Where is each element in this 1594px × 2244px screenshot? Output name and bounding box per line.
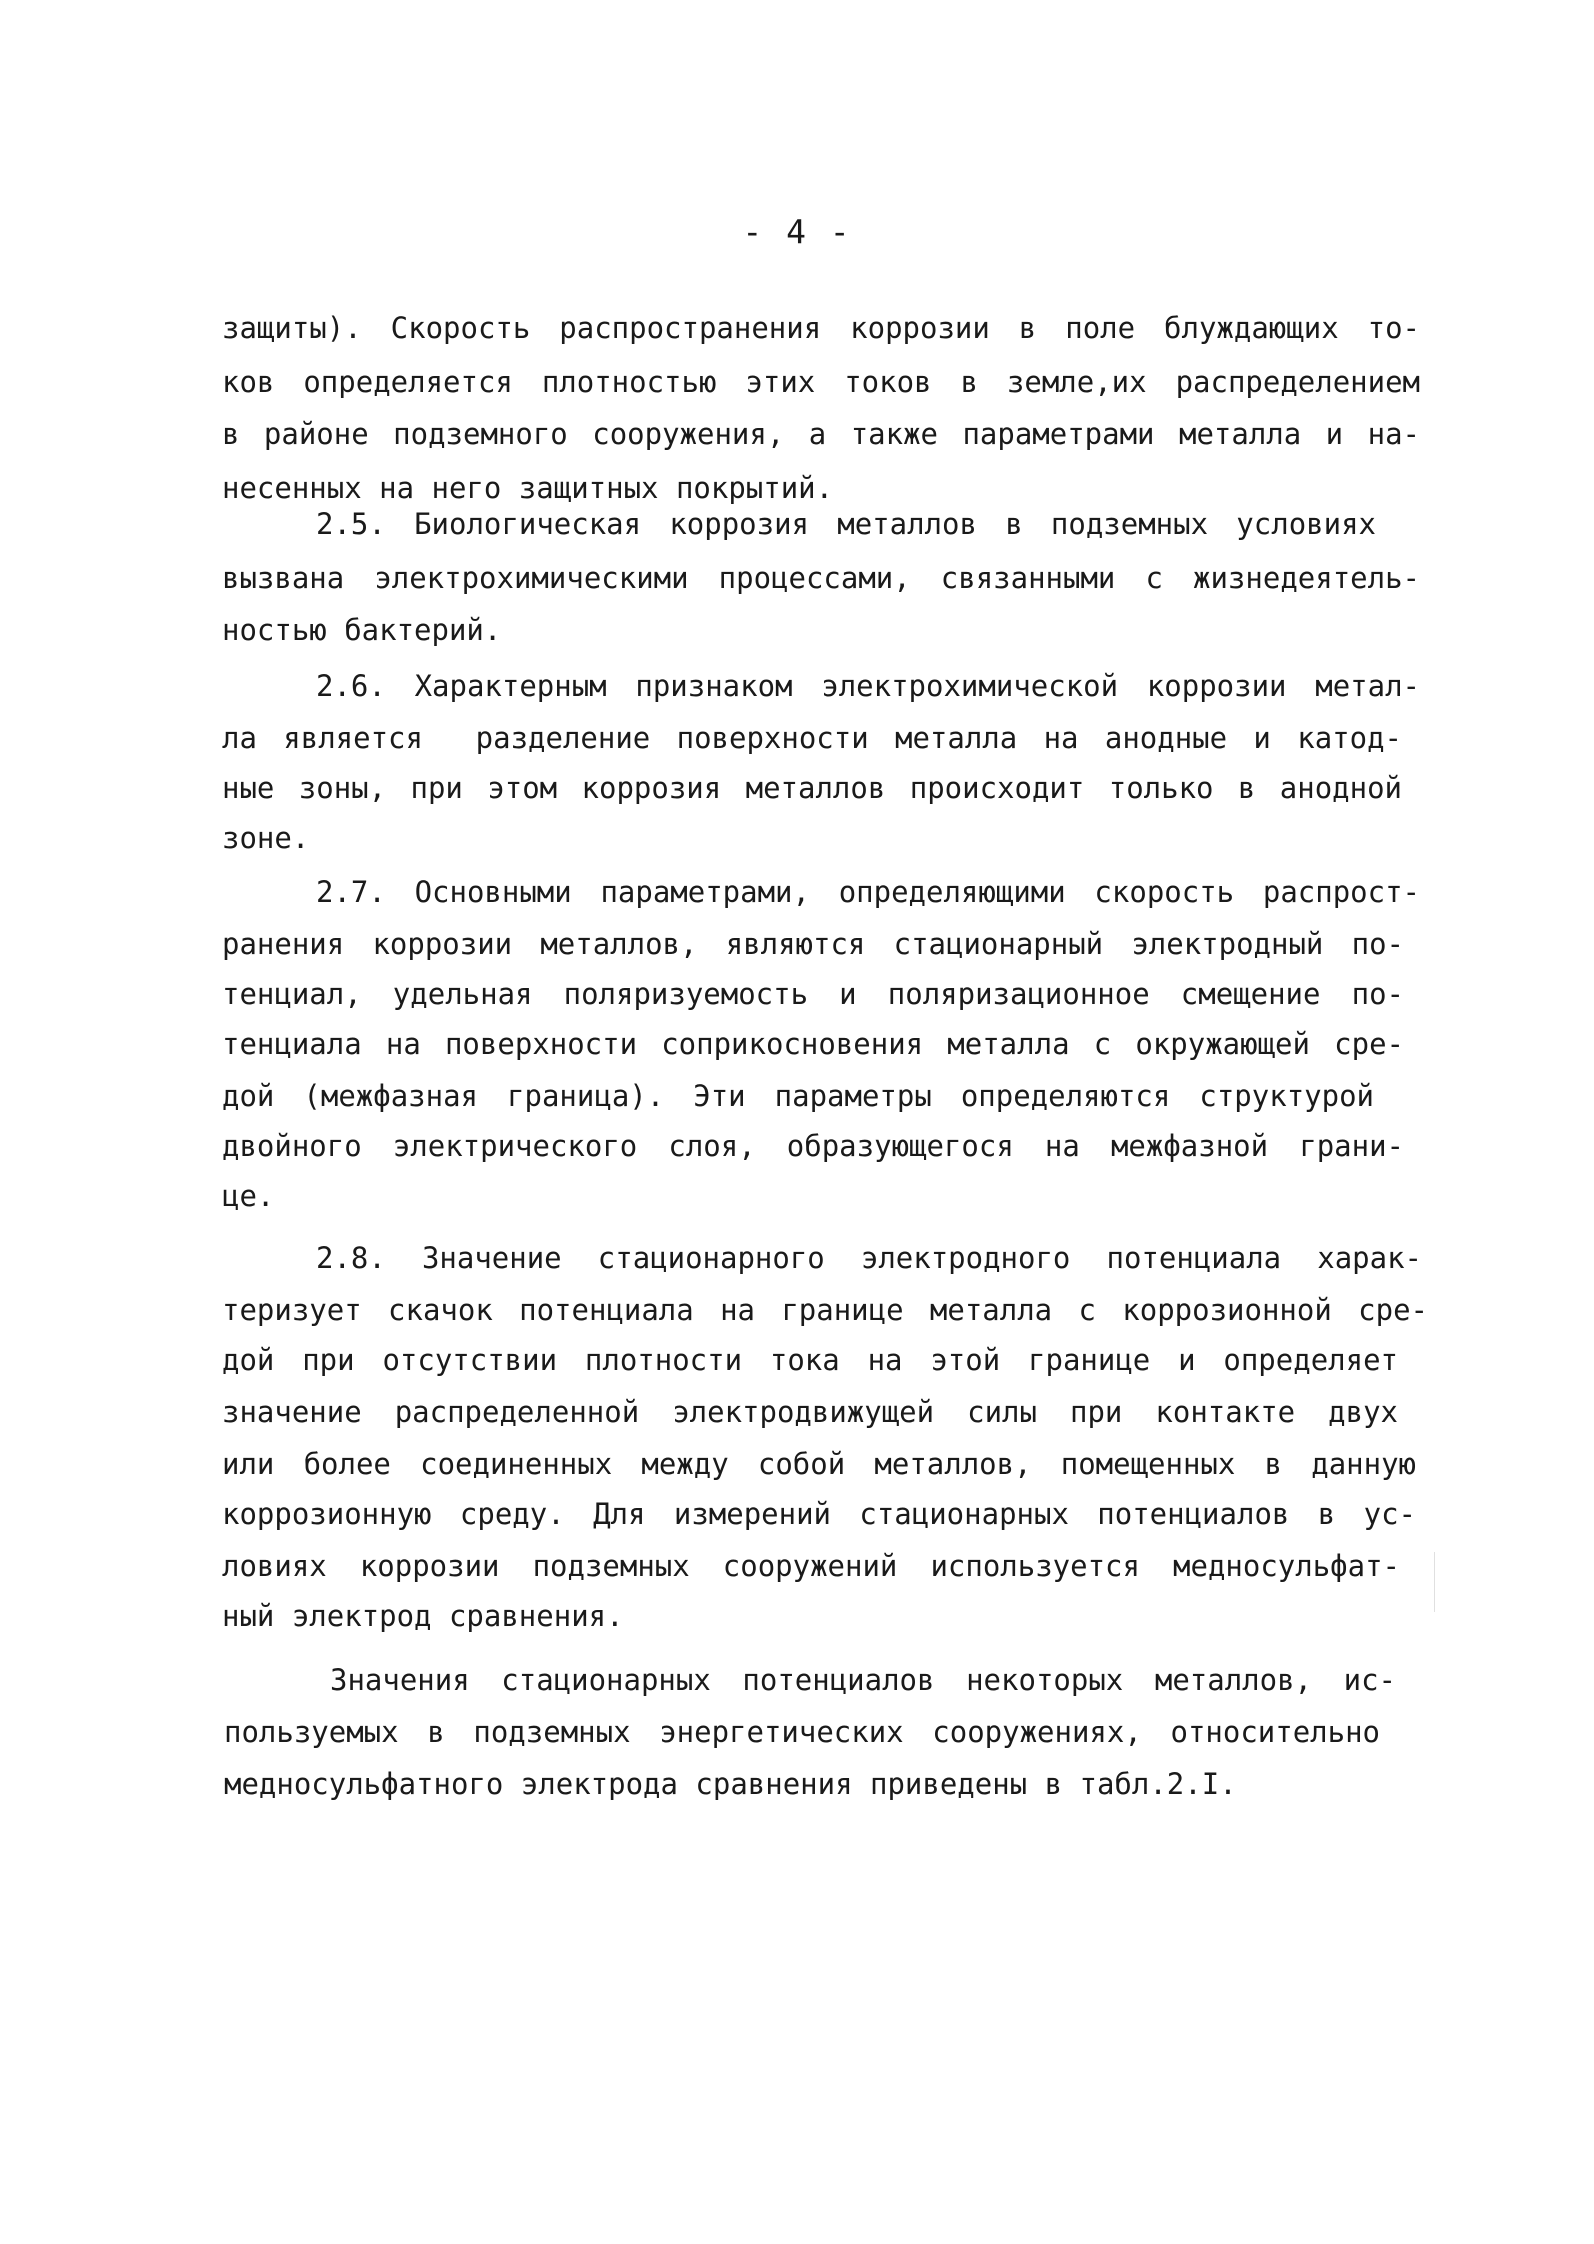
text-line: 2.7. Основными параметрами, определяющими скорость распрост- [316,875,1420,909]
text-line: ный электрод сравнения. [222,1599,624,1633]
text-line: ранения коррозии металлов, являются стационарный электродный по- [222,927,1404,961]
text-line: защиты). Скорость распространения коррозии в поле блуждающих то- [222,311,1420,345]
text-line: в районе подземного сооружения, а также параметрами металла и на- [222,417,1420,451]
text-line: ловиях коррозии подземных сооружений используется медносульфат- [222,1549,1400,1583]
text-line: 2.6. Характерным признаком электрохимической коррозии метал- [316,669,1420,703]
text-line: медносульфатного электрода сравнения приведены в табл.2.I. [224,1767,1237,1801]
text-line: ностью бактерий. [222,613,502,647]
text-line: дой (межфазная граница). Эти параметры определяются структурой [222,1079,1374,1113]
text-line: несенных на него защитных покрытий. [222,471,834,505]
page-number: - 4 - [742,212,852,251]
text-line: вызвана электрохимическими процессами, связанными с жизнедеятель- [222,561,1420,595]
text-line: зоне. [222,821,310,855]
text-line: дой при отсутствии плотности тока на этой границе и определяет [222,1343,1398,1377]
text-line: теризует скачок потенциала на границе металла с коррозионной сре- [222,1293,1428,1327]
text-line: це. [222,1179,275,1213]
text-line: двойного электрического слоя, образующегося на межфазной грани- [222,1129,1404,1163]
text-line: ков определяется плотностью этих токов в земле,их распределением [222,365,1420,399]
text-line: или более соединенных между собой металлов, помещенных в данную [222,1447,1416,1481]
text-line: ные зоны, при этом коррозия металлов происходит только в анодной [222,771,1402,805]
text-line: ла является разделение поверхности металла на анодные и катод- [222,721,1402,755]
text-line: тенциала на поверхности соприкосновения металла с окружающей сре- [222,1027,1404,1061]
text-line: тенциал, удельная поляризуемость и поляризационное смещение по- [222,977,1404,1011]
text-line: коррозионную среду. Для измерений стационарных потенциалов в ус- [222,1497,1416,1531]
text-line: 2.8. Значение стационарного электродного потенциала харак- [316,1241,1422,1275]
text-line: 2.5. Биологическая коррозия металлов в подземных условиях [316,507,1376,541]
text-line: Значения стационарных потенциалов некоторых металлов, ис- [330,1663,1396,1697]
text-line: пользуемых в подземных энергетических сооружениях, относительно [224,1715,1380,1749]
text-line: значение распределенной электродвижущей силы при контакте двух [222,1395,1398,1429]
scan-artifact [1434,1552,1435,1612]
